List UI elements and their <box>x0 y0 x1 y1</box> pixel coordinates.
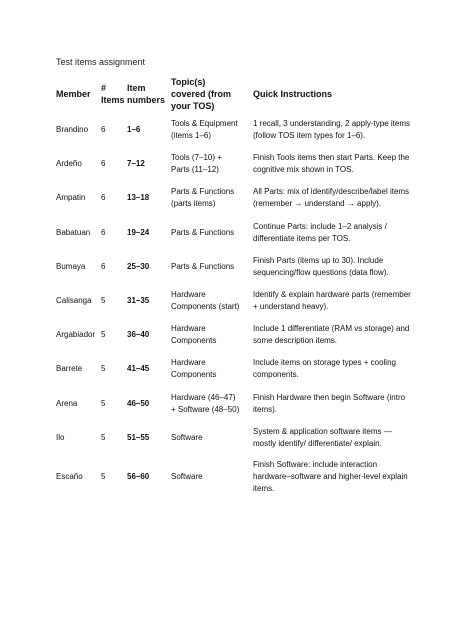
header-member: Member <box>56 89 91 99</box>
item-range-cell: 41–45 <box>127 364 150 374</box>
topic-cell: Software <box>171 432 203 442</box>
topic-cell: Parts & Functions (parts items) <box>171 187 235 209</box>
topic-cell: Hardware Components <box>171 324 217 346</box>
header-instructions: Quick Instructions <box>253 89 333 99</box>
instruction-cell: Finish Tools items then start Parts. Keep the cognitive mix shown in TOS. <box>253 153 410 175</box>
item-range-cell: 31–35 <box>127 296 150 306</box>
items-count-cell: 6 <box>101 125 106 135</box>
item-range-cell: 56–60 <box>127 472 150 482</box>
instruction-cell: Identify & explain hardware parts (remember + understand heavy). <box>253 290 411 312</box>
items-count-cell: 5 <box>101 398 106 408</box>
member-cell: Ilo <box>56 432 65 442</box>
header-item-numbers: Item numbers <box>127 83 166 105</box>
instruction-cell: Include items on storage types + cooling components. <box>253 358 396 380</box>
member-cell: Calisanga <box>56 296 92 306</box>
table-row <box>50 318 420 352</box>
table-row <box>50 250 420 284</box>
items-count-cell: 5 <box>101 330 106 340</box>
items-count-cell: 5 <box>101 432 106 442</box>
table-row <box>50 387 420 421</box>
header-items: # Items <box>101 83 125 105</box>
member-cell: Argabiador <box>56 330 96 340</box>
items-count-cell: 6 <box>101 227 106 237</box>
table-row <box>50 284 420 318</box>
items-count-cell: 5 <box>101 296 106 306</box>
member-cell: Ardeño <box>56 159 82 169</box>
table-row <box>50 216 420 250</box>
instruction-cell: Finish Hardware then begin Software (intro items). <box>253 392 406 414</box>
member-cell: Babatuan <box>56 227 91 237</box>
item-range-cell: 19–24 <box>127 227 150 237</box>
topic-cell: Hardware Components <box>171 358 217 380</box>
topic-cell: Hardware Components (start) <box>171 290 240 312</box>
instruction-cell: 1 recall, 3 understanding, 2 apply-type items (follow TOS item types for 1–6). <box>253 119 410 141</box>
table-header-row <box>50 75 420 113</box>
topic-cell: Hardware (46–47) + Software (48–50) <box>171 392 240 414</box>
instruction-cell: Include 1 differentiate (RAM vs storage) and some description items. <box>253 324 410 346</box>
member-cell: Arena <box>56 398 78 408</box>
topic-cell: Tools (7–10) + Parts (11–12) <box>171 153 222 175</box>
topic-cell: Parts & Functions <box>171 261 235 271</box>
item-range-cell: 13–18 <box>127 193 150 203</box>
instruction-cell: System & application software items — mostly identify/ differentiate/ explain. <box>253 426 392 448</box>
table-row <box>50 352 420 386</box>
items-count-cell: 6 <box>101 261 106 271</box>
instruction-cell: Finish Parts (items up to 30). Include sequencing/flow questions (data flow). <box>253 255 389 277</box>
table-row <box>50 455 420 500</box>
table-row <box>50 113 420 147</box>
item-range-cell: 25–30 <box>127 261 150 271</box>
item-range-cell: 7–12 <box>127 159 145 169</box>
items-count-cell: 5 <box>101 364 106 374</box>
instruction-cell: All Parts: mix of identify/describe/label items (remember → understand → apply). <box>253 187 410 209</box>
table-row <box>50 181 420 215</box>
assignment-table <box>50 75 420 500</box>
member-cell: Brandino <box>56 125 89 135</box>
item-range-cell: 1–6 <box>127 125 141 135</box>
header-topics: Topic(s) covered (from your TOS) <box>171 77 232 111</box>
table-row <box>50 421 420 455</box>
topic-cell: Parts & Functions <box>171 227 235 237</box>
items-count-cell: 5 <box>101 472 106 482</box>
items-count-cell: 6 <box>101 193 106 203</box>
items-count-cell: 6 <box>101 159 106 169</box>
member-cell: Bumaya <box>56 261 86 271</box>
item-range-cell: 36–40 <box>127 330 150 340</box>
instruction-cell: Continue Parts: include 1–2 analysis / differentiate items per TOS. <box>253 221 387 243</box>
instruction-cell: Finish Software: include interaction hardware–software and higher-level explain items. <box>253 460 408 494</box>
item-range-cell: 46–50 <box>127 398 150 408</box>
member-cell: Ampatin <box>56 193 86 203</box>
table-row <box>50 147 420 181</box>
item-range-cell: 51–55 <box>127 432 150 442</box>
member-cell: Barrete <box>56 364 83 374</box>
document-title: Test items assignment <box>56 57 146 67</box>
topic-cell: Tools & Equipment (items 1–6) <box>171 119 238 141</box>
member-cell: Escaño <box>56 472 83 482</box>
topic-cell: Software <box>171 472 203 482</box>
